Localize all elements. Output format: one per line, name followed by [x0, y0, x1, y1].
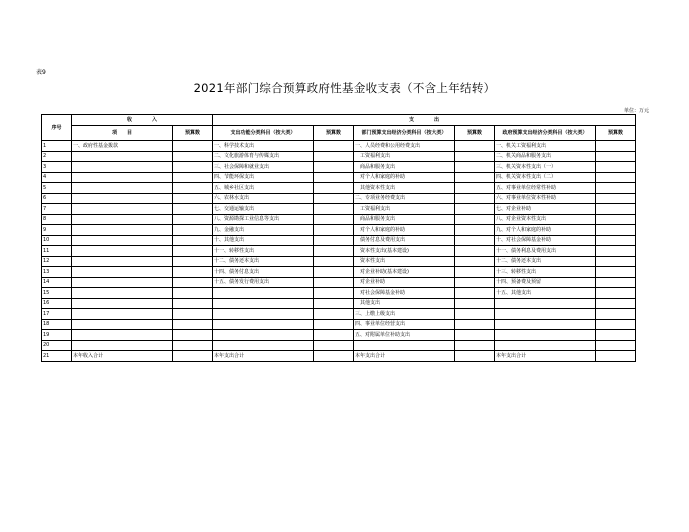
- gov-budget: [596, 340, 636, 351]
- dept-budget: [455, 141, 495, 152]
- func-class-item: 八、资源勘探工业信息等支出: [213, 214, 314, 225]
- func-class-item: 二、文化旅游体育与传媒支出: [213, 151, 314, 162]
- dept-budget: [455, 214, 495, 225]
- income-budget: [173, 204, 213, 215]
- func-budget: [314, 309, 354, 320]
- gov-budget: [596, 235, 636, 246]
- dept-budget: [455, 204, 495, 215]
- income-item: [72, 330, 173, 341]
- func-class-item: 十、其他支出: [213, 235, 314, 246]
- func-budget: [314, 319, 354, 330]
- func-budget: [314, 214, 354, 225]
- gov-budget: [596, 183, 636, 194]
- func-budget: [314, 151, 354, 162]
- table-row: [42, 172, 636, 183]
- dept-econ-item: 五、对附属单位补助支出: [354, 330, 455, 341]
- income-item: [72, 288, 173, 299]
- dept-budget: [455, 162, 495, 173]
- gov-budget: [596, 277, 636, 288]
- table-body: [42, 141, 636, 362]
- dept-budget: [455, 340, 495, 351]
- table-row: [42, 151, 636, 162]
- income-item: [72, 267, 173, 278]
- row-serial: 2: [42, 151, 72, 162]
- income-budget: [173, 288, 213, 299]
- dept-econ-item: 一、人员经费和公用经费支出: [354, 141, 455, 152]
- row-serial: 11: [42, 246, 72, 257]
- gov-econ-item: 十五、其他支出: [495, 288, 596, 299]
- gov-budget: [596, 214, 636, 225]
- header-income: 收 入: [72, 115, 213, 126]
- dept-econ-item: 资本性支出: [354, 256, 455, 267]
- dept-budget: [455, 309, 495, 320]
- gov-econ-item: 八、对企业资本性支出: [495, 214, 596, 225]
- dept-econ-item: 本年支出合计: [354, 351, 455, 362]
- dept-budget: [455, 183, 495, 194]
- gov-budget: [596, 351, 636, 362]
- func-budget: [314, 235, 354, 246]
- income-budget: [173, 183, 213, 194]
- table-row: [42, 351, 636, 362]
- header-budget-dept: 预算数: [455, 126, 495, 141]
- row-serial: 7: [42, 204, 72, 215]
- row-serial: 15: [42, 288, 72, 299]
- func-budget: [314, 193, 354, 204]
- gov-econ-item: [495, 330, 596, 341]
- dept-econ-item: 其他支出: [354, 298, 455, 309]
- dept-budget: [455, 172, 495, 183]
- gov-econ-item: 三、机关资本性支出（一）: [495, 162, 596, 173]
- gov-budget: [596, 288, 636, 299]
- income-budget: [173, 267, 213, 278]
- dept-econ-item: 商品和服务支出: [354, 214, 455, 225]
- income-budget: [173, 298, 213, 309]
- dept-econ-item: 债务付息及费用支出: [354, 235, 455, 246]
- table-row: [42, 225, 636, 236]
- func-budget: [314, 340, 354, 351]
- func-budget: [314, 141, 354, 152]
- income-item: [72, 204, 173, 215]
- func-class-item: 十五、债务发行费用支出: [213, 277, 314, 288]
- row-serial: 13: [42, 267, 72, 278]
- dept-econ-item: 其他资本性支出: [354, 183, 455, 194]
- row-serial: 5: [42, 183, 72, 194]
- gov-econ-item: 二、机关商品和服务支出: [495, 151, 596, 162]
- row-serial: 17: [42, 309, 72, 320]
- dept-econ-item: 对个人和家庭的补助: [354, 225, 455, 236]
- row-serial: 10: [42, 235, 72, 246]
- gov-econ-item: 十二、债务还本支出: [495, 256, 596, 267]
- table-code: 表9: [36, 69, 46, 76]
- header-serial: 序号: [42, 115, 72, 141]
- func-budget: [314, 256, 354, 267]
- row-serial: 16: [42, 298, 72, 309]
- income-item: 本年收入合计: [72, 351, 173, 362]
- func-budget: [314, 277, 354, 288]
- func-budget: [314, 225, 354, 236]
- income-budget: [173, 256, 213, 267]
- dept-budget: [455, 298, 495, 309]
- gov-econ-item: 十四、预备费及预留: [495, 277, 596, 288]
- gov-econ-item: 十、对社会保障基金补助: [495, 235, 596, 246]
- dept-econ-item: 对个人和家庭的补助: [354, 172, 455, 183]
- dept-budget: [455, 288, 495, 299]
- gov-econ-item: 本年支出合计: [495, 351, 596, 362]
- table-row: [42, 246, 636, 257]
- dept-econ-item: 二、专项业务经费支出: [354, 193, 455, 204]
- income-budget: [173, 351, 213, 362]
- func-class-item: 十四、债务付息支出: [213, 267, 314, 278]
- income-budget: [173, 309, 213, 320]
- gov-econ-item: [495, 309, 596, 320]
- table-row: [42, 193, 636, 204]
- dept-budget: [455, 246, 495, 257]
- row-serial: 12: [42, 256, 72, 267]
- dept-budget: [455, 330, 495, 341]
- table-row: [42, 214, 636, 225]
- table-row: [42, 330, 636, 341]
- dept-econ-item: 工资福利支出: [354, 204, 455, 215]
- gov-econ-item: 四、机关资本性支出（二）: [495, 172, 596, 183]
- income-budget: [173, 330, 213, 341]
- income-item: [72, 298, 173, 309]
- dept-econ-item: [354, 340, 455, 351]
- gov-econ-item: [495, 298, 596, 309]
- func-budget: [314, 162, 354, 173]
- dept-budget: [455, 193, 495, 204]
- gov-budget: [596, 267, 636, 278]
- income-item: [72, 183, 173, 194]
- income-item: [72, 151, 173, 162]
- row-serial: 1: [42, 141, 72, 152]
- income-budget: [173, 319, 213, 330]
- gov-econ-item: [495, 340, 596, 351]
- func-budget: [314, 351, 354, 362]
- income-budget: [173, 225, 213, 236]
- row-serial: 8: [42, 214, 72, 225]
- dept-econ-item: 对社会保障基金补助: [354, 288, 455, 299]
- func-class-item: 七、交通运输支出: [213, 204, 314, 215]
- income-budget: [173, 214, 213, 225]
- gov-budget: [596, 162, 636, 173]
- func-budget: [314, 298, 354, 309]
- row-serial: 9: [42, 225, 72, 236]
- table-row: [42, 235, 636, 246]
- gov-budget: [596, 225, 636, 236]
- header-expenditure: 支 出: [213, 115, 636, 126]
- gov-budget: [596, 319, 636, 330]
- dept-budget: [455, 256, 495, 267]
- gov-budget: [596, 298, 636, 309]
- func-class-item: [213, 330, 314, 341]
- func-class-item: [213, 288, 314, 299]
- income-item: 一、政府性基金拨款: [72, 141, 173, 152]
- budget-table: [41, 114, 636, 362]
- income-item: [72, 225, 173, 236]
- dept-econ-item: 商品和服务支出: [354, 162, 455, 173]
- func-class-item: 四、节能环保支出: [213, 172, 314, 183]
- income-item: [72, 162, 173, 173]
- header-budget-income: 预算数: [173, 126, 213, 141]
- func-budget: [314, 246, 354, 257]
- income-budget: [173, 172, 213, 183]
- table-row: [42, 267, 636, 278]
- func-budget: [314, 288, 354, 299]
- income-item: [72, 256, 173, 267]
- table-row: [42, 319, 636, 330]
- income-item: [72, 340, 173, 351]
- income-budget: [173, 141, 213, 152]
- func-class-item: 十二、债务还本支出: [213, 256, 314, 267]
- header-gov-econ: 政府预算支出经济分类科目（按大类）: [495, 126, 596, 141]
- dept-budget: [455, 151, 495, 162]
- table-row: [42, 340, 636, 351]
- row-serial: 21: [42, 351, 72, 362]
- header-budget-gov: 预算数: [596, 126, 636, 141]
- unit-label: 单位：万元: [623, 108, 649, 114]
- func-class-item: [213, 340, 314, 351]
- gov-budget: [596, 172, 636, 183]
- gov-econ-item: 一、机关工资福利支出: [495, 141, 596, 152]
- dept-econ-item: 四、事业单位经营支出: [354, 319, 455, 330]
- gov-econ-item: 六、对事业单位资本性补助: [495, 193, 596, 204]
- func-class-item: [213, 319, 314, 330]
- func-budget: [314, 267, 354, 278]
- gov-econ-item: 七、对企业补助: [495, 204, 596, 215]
- gov-econ-item: 五、对事业单位经常性补助: [495, 183, 596, 194]
- table-row: [42, 141, 636, 152]
- func-budget: [314, 172, 354, 183]
- func-class-item: 六、农林水支出: [213, 193, 314, 204]
- income-item: [72, 319, 173, 330]
- gov-econ-item: 九、对个人和家庭的补助: [495, 225, 596, 236]
- gov-econ-item: 十三、转移性支出: [495, 267, 596, 278]
- row-serial: 4: [42, 172, 72, 183]
- gov-budget: [596, 141, 636, 152]
- header-budget-func: 预算数: [314, 126, 354, 141]
- func-class-item: 九、金融支出: [213, 225, 314, 236]
- func-class-item: 本年支出合计: [213, 351, 314, 362]
- gov-budget: [596, 193, 636, 204]
- income-item: [72, 235, 173, 246]
- table-row: [42, 288, 636, 299]
- dept-econ-item: 对企业补助(基本建设): [354, 267, 455, 278]
- row-serial: 6: [42, 193, 72, 204]
- income-item: [72, 193, 173, 204]
- dept-budget: [455, 351, 495, 362]
- dept-budget: [455, 225, 495, 236]
- row-serial: 14: [42, 277, 72, 288]
- func-class-item: 三、社会保障和就业支出: [213, 162, 314, 173]
- gov-budget: [596, 246, 636, 257]
- income-item: [72, 309, 173, 320]
- income-item: [72, 172, 173, 183]
- func-budget: [314, 183, 354, 194]
- func-class-item: 五、城乡社区支出: [213, 183, 314, 194]
- income-budget: [173, 162, 213, 173]
- dept-econ-item: 资本性支出(基本建设): [354, 246, 455, 257]
- func-class-item: [213, 309, 314, 320]
- table-row: [42, 256, 636, 267]
- income-item: [72, 214, 173, 225]
- gov-budget: [596, 330, 636, 341]
- gov-budget: [596, 204, 636, 215]
- row-serial: 20: [42, 340, 72, 351]
- page-title: 2021年部门综合预算政府性基金收支表（不含上年结转）: [193, 81, 496, 95]
- header-dept-econ: 部门预算支出经济分类科目（按大类）: [354, 126, 455, 141]
- table-row: [42, 162, 636, 173]
- income-item: [72, 277, 173, 288]
- income-budget: [173, 246, 213, 257]
- dept-budget: [455, 319, 495, 330]
- table-row: [42, 204, 636, 215]
- income-budget: [173, 235, 213, 246]
- dept-econ-item: 对企业补助: [354, 277, 455, 288]
- func-class-item: 十一、转移性支出: [213, 246, 314, 257]
- table-row: [42, 309, 636, 320]
- func-class-item: [213, 298, 314, 309]
- gov-budget: [596, 151, 636, 162]
- table-row: [42, 277, 636, 288]
- func-class-item: 一、科学技术支出: [213, 141, 314, 152]
- dept-econ-item: 工资福利支出: [354, 151, 455, 162]
- gov-econ-item: 十一、债务利息及费用支出: [495, 246, 596, 257]
- dept-econ-item: 三、上缴上级支出: [354, 309, 455, 320]
- table-row: [42, 298, 636, 309]
- dept-budget: [455, 277, 495, 288]
- income-item: [72, 246, 173, 257]
- dept-budget: [455, 267, 495, 278]
- table-row: [42, 183, 636, 194]
- gov-budget: [596, 256, 636, 267]
- income-budget: [173, 277, 213, 288]
- header-func-class: 支出功能分类科目（按大类）: [213, 126, 314, 141]
- func-budget: [314, 204, 354, 215]
- dept-budget: [455, 235, 495, 246]
- func-budget: [314, 330, 354, 341]
- row-serial: 3: [42, 162, 72, 173]
- row-serial: 19: [42, 330, 72, 341]
- row-serial: 18: [42, 319, 72, 330]
- gov-budget: [596, 309, 636, 320]
- gov-econ-item: [495, 319, 596, 330]
- income-budget: [173, 193, 213, 204]
- income-budget: [173, 151, 213, 162]
- header-item: 项 目: [72, 126, 173, 141]
- income-budget: [173, 340, 213, 351]
